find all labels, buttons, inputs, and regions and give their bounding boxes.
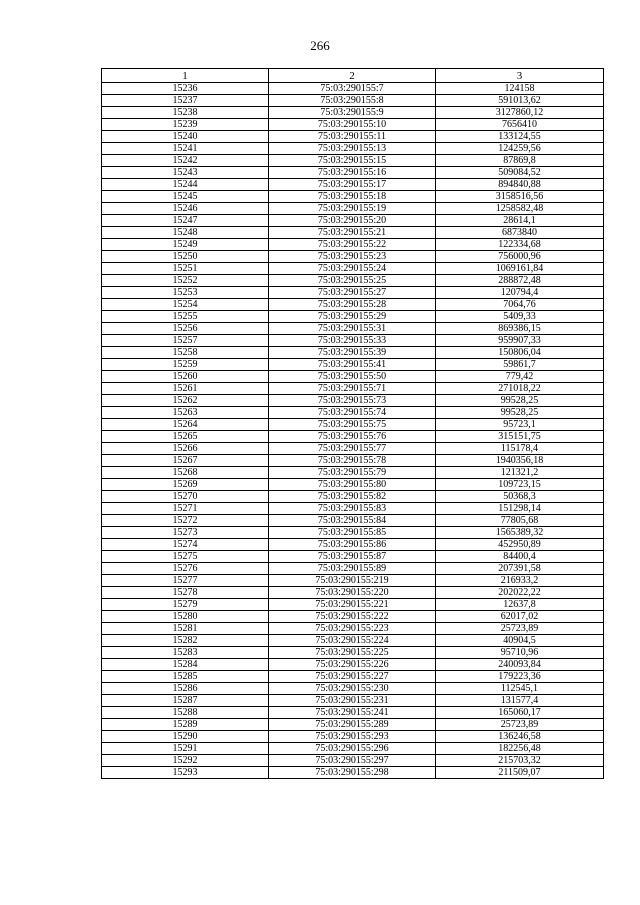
cadastral-number-cell: 75:03:290155:222 [269, 611, 436, 623]
cadastral-number-cell: 75:03:290155:79 [269, 467, 436, 479]
cadastral-value-cell: 894840,88 [436, 179, 604, 191]
row-number-cell: 15243 [102, 167, 269, 179]
table-row [102, 263, 604, 275]
cadastral-number-cell: 75:03:290155:31 [269, 323, 436, 335]
row-number-cell: 15254 [102, 299, 269, 311]
cadastral-number-cell: 75:03:290155:227 [269, 671, 436, 683]
cadastral-number-cell: 75:03:290155:74 [269, 407, 436, 419]
table-row [102, 479, 604, 491]
row-number-cell: 15284 [102, 659, 269, 671]
table-row [102, 275, 604, 287]
table-row [102, 659, 604, 671]
cadastral-value-cell: 6873840 [436, 227, 604, 239]
cadastral-number-cell: 75:03:290155:18 [269, 191, 436, 203]
row-number-cell: 15276 [102, 563, 269, 575]
cadastral-number-cell: 75:03:290155:8 [269, 95, 436, 107]
cadastral-value-cell: 240093,84 [436, 659, 604, 671]
table-row [102, 491, 604, 503]
cadastral-number-cell: 75:03:290155:9 [269, 107, 436, 119]
row-number-cell: 15257 [102, 335, 269, 347]
cadastral-value-cell: 165060,17 [436, 707, 604, 719]
cadastral-number-cell: 75:03:290155:241 [269, 707, 436, 719]
cadastral-number-cell: 75:03:290155:293 [269, 731, 436, 743]
cadastral-number-cell: 75:03:290155:19 [269, 203, 436, 215]
row-number-cell: 15260 [102, 371, 269, 383]
table-row [102, 599, 604, 611]
cadastral-number-cell: 75:03:290155:10 [269, 119, 436, 131]
cadastral-number-cell: 75:03:290155:80 [269, 479, 436, 491]
cadastral-value-cell: 131577,4 [436, 695, 604, 707]
table-row [102, 107, 604, 119]
cadastral-value-cell: 120794,4 [436, 287, 604, 299]
cadastral-number-cell: 75:03:290155:289 [269, 719, 436, 731]
cadastral-value-cell: 50368,3 [436, 491, 604, 503]
table-row [102, 227, 604, 239]
page-number: 266 [310, 38, 330, 53]
row-number-cell: 15252 [102, 275, 269, 287]
cadastral-value-cell: 84400,4 [436, 551, 604, 563]
table-row [102, 767, 604, 779]
table-row [102, 239, 604, 251]
cadastral-value-cell: 509084,52 [436, 167, 604, 179]
cadastral-value-cell: 1258582,48 [436, 203, 604, 215]
cadastral-value-cell: 182256,48 [436, 743, 604, 755]
table-row [102, 683, 604, 695]
cadastral-number-cell: 75:03:290155:296 [269, 743, 436, 755]
cadastral-number-cell: 75:03:290155:76 [269, 431, 436, 443]
table-row [102, 575, 604, 587]
table-row [102, 347, 604, 359]
cadastral-number-cell: 75:03:290155:39 [269, 347, 436, 359]
table-row [102, 299, 604, 311]
cadastral-value-cell: 150806,04 [436, 347, 604, 359]
row-number-cell: 15288 [102, 707, 269, 719]
table-row [102, 119, 604, 131]
table-row [102, 755, 604, 767]
row-number-cell: 15267 [102, 455, 269, 467]
cadastral-number-cell: 75:03:290155:231 [269, 695, 436, 707]
cadastral-number-cell: 75:03:290155:73 [269, 395, 436, 407]
table-row [102, 731, 604, 743]
cadastral-value-cell: 179223,36 [436, 671, 604, 683]
row-number-cell: 15255 [102, 311, 269, 323]
table-row [102, 407, 604, 419]
cadastral-value-cell: 25723,89 [436, 623, 604, 635]
cadastral-value-cell: 112545,1 [436, 683, 604, 695]
table-row [102, 503, 604, 515]
cadastral-number-cell: 75:03:290155:7 [269, 83, 436, 95]
row-number-cell: 15281 [102, 623, 269, 635]
row-number-cell: 15272 [102, 515, 269, 527]
cadastral-number-cell: 75:03:290155:87 [269, 551, 436, 563]
table-row [102, 335, 604, 347]
cadastral-number-cell: 75:03:290155:27 [269, 287, 436, 299]
cadastral-number-cell: 75:03:290155:21 [269, 227, 436, 239]
cadastral-value-cell: 207391,58 [436, 563, 604, 575]
cadastral-value-cell: 28614,1 [436, 215, 604, 227]
cadastral-value-cell: 1069161,84 [436, 263, 604, 275]
row-number-cell: 15238 [102, 107, 269, 119]
row-number-cell: 15264 [102, 419, 269, 431]
table-row [102, 95, 604, 107]
row-number-cell: 15259 [102, 359, 269, 371]
cadastral-number-cell: 75:03:290155:33 [269, 335, 436, 347]
table-row [102, 635, 604, 647]
table-row [102, 719, 604, 731]
row-number-cell: 15277 [102, 575, 269, 587]
row-number-cell: 15289 [102, 719, 269, 731]
table-row [102, 527, 604, 539]
cadastral-value-cell: 99528,25 [436, 407, 604, 419]
table-row [102, 707, 604, 719]
cadastral-value-cell: 288872,48 [436, 275, 604, 287]
row-number-cell: 15292 [102, 755, 269, 767]
table-row [102, 623, 604, 635]
cadastral-value-cell: 62017,02 [436, 611, 604, 623]
cadastral-value-cell: 7656410 [436, 119, 604, 131]
row-number-cell: 15291 [102, 743, 269, 755]
row-number-cell: 15265 [102, 431, 269, 443]
cadastral-number-cell: 75:03:290155:82 [269, 491, 436, 503]
header-row [102, 69, 604, 83]
cadastral-value-cell: 1940356,18 [436, 455, 604, 467]
table-row [102, 395, 604, 407]
row-number-cell: 15287 [102, 695, 269, 707]
cadastral-value-cell: 959907,33 [436, 335, 604, 347]
cadastral-number-cell: 75:03:290155:84 [269, 515, 436, 527]
row-number-cell: 15240 [102, 131, 269, 143]
table-row [102, 455, 604, 467]
row-number-cell: 15263 [102, 407, 269, 419]
row-number-cell: 15279 [102, 599, 269, 611]
row-number-cell: 15280 [102, 611, 269, 623]
table-row [102, 167, 604, 179]
row-number-cell: 15285 [102, 671, 269, 683]
cadastral-value-cell: 136246,58 [436, 731, 604, 743]
table-row [102, 323, 604, 335]
table-row [102, 251, 604, 263]
cadastral-value-cell: 87869,8 [436, 155, 604, 167]
table-row [102, 143, 604, 155]
cadastral-value-cell: 115178,4 [436, 443, 604, 455]
cadastral-value-cell: 151298,14 [436, 503, 604, 515]
cadastral-number-cell: 75:03:290155:16 [269, 167, 436, 179]
table-row [102, 671, 604, 683]
table-row [102, 287, 604, 299]
cadastral-value-cell: 133124,55 [436, 131, 604, 143]
table-row [102, 191, 604, 203]
column-header-3: 3 [436, 69, 604, 83]
cadastral-value-cell: 591013,62 [436, 95, 604, 107]
row-number-cell: 15269 [102, 479, 269, 491]
cadastral-value-cell: 109723,15 [436, 479, 604, 491]
row-number-cell: 15245 [102, 191, 269, 203]
cadastral-value-cell: 99528,25 [436, 395, 604, 407]
cadastral-value-cell: 25723,89 [436, 719, 604, 731]
row-number-cell: 15266 [102, 443, 269, 455]
cadastral-number-cell: 75:03:290155:20 [269, 215, 436, 227]
row-number-cell: 15250 [102, 251, 269, 263]
cadastral-number-cell: 75:03:290155:230 [269, 683, 436, 695]
table-row [102, 743, 604, 755]
cadastral-value-cell: 3158516,56 [436, 191, 604, 203]
table-row [102, 83, 604, 95]
row-number-cell: 15256 [102, 323, 269, 335]
table-row [102, 371, 604, 383]
row-number-cell: 15278 [102, 587, 269, 599]
table-row [102, 563, 604, 575]
table-row [102, 695, 604, 707]
cadastral-value-cell: 40904,5 [436, 635, 604, 647]
row-number-cell: 15275 [102, 551, 269, 563]
cadastral-value-cell: 59861,7 [436, 359, 604, 371]
table-row [102, 131, 604, 143]
table-header [102, 69, 604, 83]
cadastral-number-cell: 75:03:290155:220 [269, 587, 436, 599]
cadastral-value-cell: 779,42 [436, 371, 604, 383]
row-number-cell: 15261 [102, 383, 269, 395]
cadastral-value-cell: 7064,76 [436, 299, 604, 311]
cadastral-value-cell: 216933,2 [436, 575, 604, 587]
table-row [102, 587, 604, 599]
cadastral-number-cell: 75:03:290155:15 [269, 155, 436, 167]
table-row [102, 467, 604, 479]
cadastral-number-cell: 75:03:290155:219 [269, 575, 436, 587]
cadastral-value-cell: 315151,75 [436, 431, 604, 443]
row-number-cell: 15282 [102, 635, 269, 647]
table-row [102, 311, 604, 323]
cadastral-value-cell: 756000,96 [436, 251, 604, 263]
cadastral-value-cell: 1565389,32 [436, 527, 604, 539]
row-number-cell: 15286 [102, 683, 269, 695]
row-number-cell: 15249 [102, 239, 269, 251]
cadastral-number-cell: 75:03:290155:41 [269, 359, 436, 371]
cadastral-value-cell: 202022,22 [436, 587, 604, 599]
cadastral-value-cell: 124158 [436, 83, 604, 95]
table-row [102, 515, 604, 527]
cadastral-value-cell: 122334,68 [436, 239, 604, 251]
cadastral-number-cell: 75:03:290155:226 [269, 659, 436, 671]
cadastral-number-cell: 75:03:290155:223 [269, 623, 436, 635]
table-row [102, 551, 604, 563]
cadastral-value-cell: 215703,32 [436, 755, 604, 767]
row-number-cell: 15248 [102, 227, 269, 239]
cadastral-value-cell: 95723,1 [436, 419, 604, 431]
row-number-cell: 15270 [102, 491, 269, 503]
table-row [102, 443, 604, 455]
cadastral-number-cell: 75:03:290155:25 [269, 275, 436, 287]
row-number-cell: 15244 [102, 179, 269, 191]
row-number-cell: 15237 [102, 95, 269, 107]
column-header-2: 2 [269, 69, 436, 83]
table-row [102, 611, 604, 623]
table-row [102, 359, 604, 371]
cadastral-number-cell: 75:03:290155:298 [269, 767, 436, 779]
cadastral-number-cell: 75:03:290155:86 [269, 539, 436, 551]
cadastral-value-cell: 5409,33 [436, 311, 604, 323]
row-number-cell: 15246 [102, 203, 269, 215]
table-row [102, 179, 604, 191]
table-row [102, 203, 604, 215]
table-row [102, 155, 604, 167]
cadastral-value-cell: 211509,07 [436, 767, 604, 779]
table-row [102, 539, 604, 551]
row-number-cell: 15268 [102, 467, 269, 479]
row-number-cell: 15236 [102, 83, 269, 95]
cadastral-number-cell: 75:03:290155:297 [269, 755, 436, 767]
cadastral-number-cell: 75:03:290155:89 [269, 563, 436, 575]
row-number-cell: 15241 [102, 143, 269, 155]
row-number-cell: 15251 [102, 263, 269, 275]
cadastral-value-cell: 121321,2 [436, 467, 604, 479]
cadastral-value-cell: 452950,89 [436, 539, 604, 551]
cadastral-number-cell: 75:03:290155:28 [269, 299, 436, 311]
cadastral-value-cell: 271018,22 [436, 383, 604, 395]
cadastral-number-cell: 75:03:290155:83 [269, 503, 436, 515]
cadastral-number-cell: 75:03:290155:71 [269, 383, 436, 395]
row-number-cell: 15273 [102, 527, 269, 539]
row-number-cell: 15290 [102, 731, 269, 743]
row-number-cell: 15274 [102, 539, 269, 551]
table-row [102, 419, 604, 431]
table-row [102, 383, 604, 395]
row-number-cell: 15293 [102, 767, 269, 779]
table-body [102, 83, 604, 779]
cadastral-value-cell: 12637,8 [436, 599, 604, 611]
cadastral-value-cell: 3127860,12 [436, 107, 604, 119]
column-header-1: 1 [102, 69, 269, 83]
cadastral-number-cell: 75:03:290155:75 [269, 419, 436, 431]
table-row [102, 647, 604, 659]
cadastral-number-cell: 75:03:290155:24 [269, 263, 436, 275]
cadastral-number-cell: 75:03:290155:225 [269, 647, 436, 659]
table-row [102, 215, 604, 227]
row-number-cell: 15247 [102, 215, 269, 227]
cadastral-value-cell: 77805,68 [436, 515, 604, 527]
cadastral-value-cell: 124259,56 [436, 143, 604, 155]
cadastral-value-cell: 95710,96 [436, 647, 604, 659]
row-number-cell: 15253 [102, 287, 269, 299]
cadastral-number-cell: 75:03:290155:50 [269, 371, 436, 383]
table-row [102, 431, 604, 443]
row-number-cell: 15239 [102, 119, 269, 131]
cadastral-number-cell: 75:03:290155:11 [269, 131, 436, 143]
cadastral-number-cell: 75:03:290155:85 [269, 527, 436, 539]
row-number-cell: 15271 [102, 503, 269, 515]
cadastral-number-cell: 75:03:290155:22 [269, 239, 436, 251]
cadastral-value-table [101, 68, 604, 779]
cadastral-number-cell: 75:03:290155:29 [269, 311, 436, 323]
cadastral-number-cell: 75:03:290155:224 [269, 635, 436, 647]
row-number-cell: 15262 [102, 395, 269, 407]
cadastral-number-cell: 75:03:290155:23 [269, 251, 436, 263]
row-number-cell: 15283 [102, 647, 269, 659]
cadastral-number-cell: 75:03:290155:78 [269, 455, 436, 467]
cadastral-number-cell: 75:03:290155:13 [269, 143, 436, 155]
row-number-cell: 15258 [102, 347, 269, 359]
cadastral-number-cell: 75:03:290155:17 [269, 179, 436, 191]
cadastral-number-cell: 75:03:290155:77 [269, 443, 436, 455]
cadastral-number-cell: 75:03:290155:221 [269, 599, 436, 611]
cadastral-value-cell: 869386,15 [436, 323, 604, 335]
row-number-cell: 15242 [102, 155, 269, 167]
